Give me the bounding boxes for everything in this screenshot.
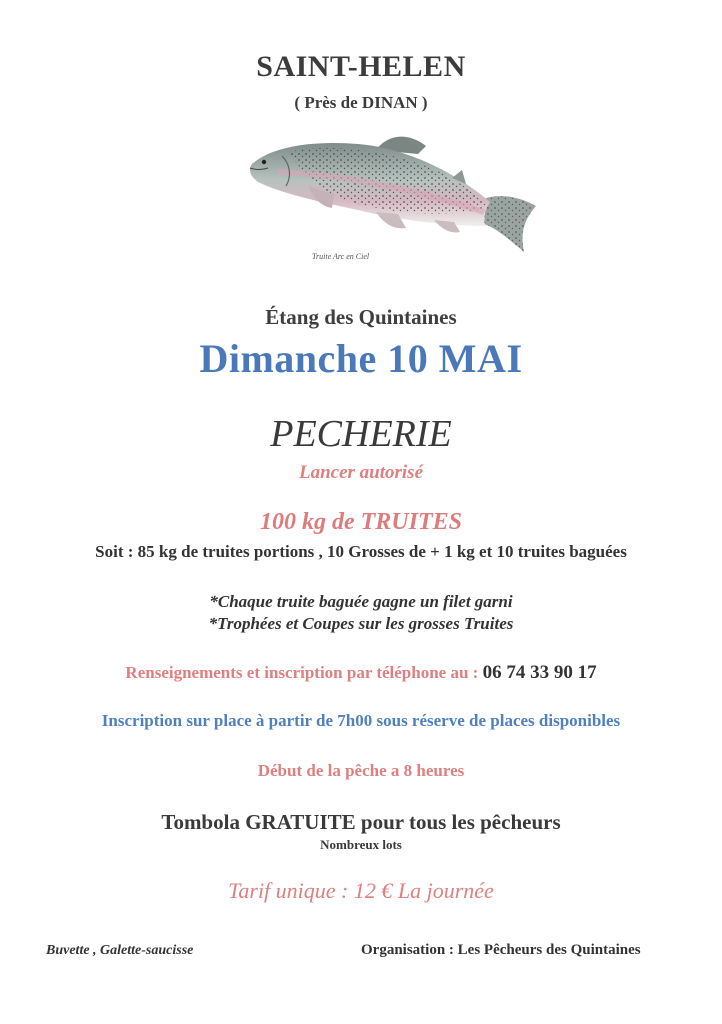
- fish-caption: Truite Arc en Ciel: [312, 252, 370, 261]
- event-location: Étang des Quintaines: [265, 305, 457, 329]
- event-name: PECHERIE: [270, 413, 452, 455]
- prize-line-2: *Trophées et Coupes sur les grosses Truites: [208, 614, 514, 633]
- stock-detail: Soit : 85 kg de truites portions , 10 Grosses de + 1 kg et 10 truites baguées: [95, 542, 627, 561]
- footer-organizer: Organisation : Les Pêcheurs des Quintaines: [361, 942, 641, 958]
- tombola-title: Tombola GRATUITE pour tous les pêcheurs: [161, 810, 561, 834]
- contact-line: [0, 662, 722, 684]
- tombola-sub: Nombreux lots: [320, 837, 402, 852]
- event-note: Lancer autorisé: [298, 462, 424, 483]
- trout-icon: [248, 128, 544, 268]
- stock-headline: 100 kg de TRUITES: [259, 509, 462, 535]
- onsite-registration: Inscription sur place à partir de 7h00 sous réserve de places disponibles: [101, 711, 621, 730]
- page-subtitle: ( Près de DINAN ): [294, 93, 428, 112]
- start-time: Début de la pêche a 8 heures: [257, 761, 465, 780]
- prize-line-1: *Chaque truite baguée gagne un filet garni: [209, 592, 513, 611]
- phone-number: 06 74 33 90 17: [482, 662, 597, 683]
- footer-refreshments: Buvette , Galette-saucisse: [46, 943, 194, 958]
- contact-label: Renseignements et inscription par téléphone au :: [125, 663, 479, 682]
- price-text: Tarif unique : 12 € La journée: [228, 878, 494, 903]
- page-title: SAINT-HELEN: [256, 50, 466, 83]
- event-date: Dimanche 10 MAI: [199, 336, 523, 381]
